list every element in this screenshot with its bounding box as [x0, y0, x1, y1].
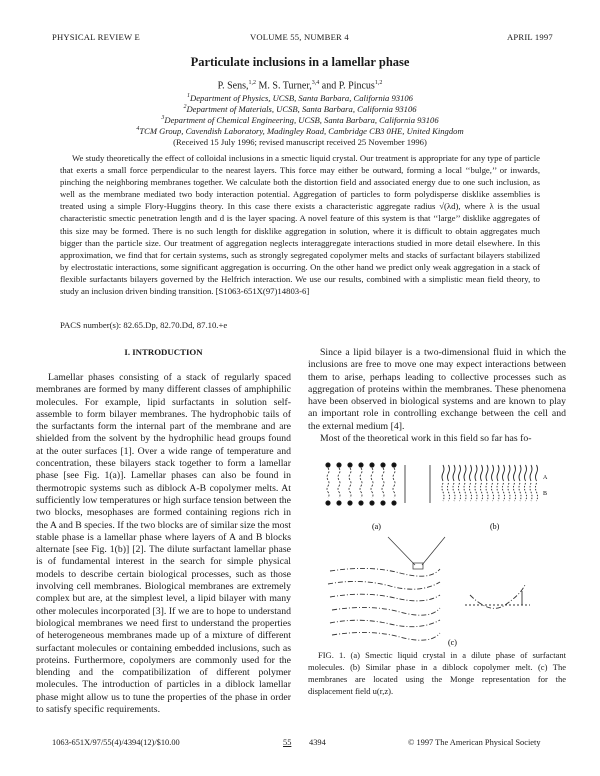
lipid-head [381, 463, 385, 467]
lipid-head [381, 501, 385, 505]
aff-sup: 1 [187, 93, 191, 100]
block-b-chain [514, 483, 516, 501]
block-a-chain [470, 465, 472, 481]
right-column-text [308, 347, 566, 445]
aff-sup: 4 [136, 126, 140, 133]
block-b-chain [497, 483, 499, 501]
block-b-chain [492, 483, 494, 501]
lipid-head [337, 463, 341, 467]
block-a-chain [530, 465, 532, 481]
block-b-chain [459, 483, 461, 501]
lipid-head [370, 501, 374, 505]
lipid-head [359, 501, 363, 505]
lipid-head [348, 463, 352, 467]
lipid-head [392, 501, 396, 505]
affiliation [0, 115, 600, 125]
block-a-chain [475, 465, 477, 481]
lipid-head [359, 463, 363, 467]
volume-number: VOLUME 55, NUMBER 4 [250, 32, 349, 42]
paragraph: Since a lipid bilayer is a two-dimensional fluid in which the inclusions are free to move one may expect interactions between them to arise, perhaps leading to collective processes such as aggregation of proteins within the membranes. These phenomena have been observed in biological systems and are known to play an important role in controlling exchange between the cell and the external medium [4]. [308, 347, 566, 432]
paper-title: Particulate inclusions in a lamellar phase [190, 55, 410, 69]
lipid-head [326, 463, 330, 467]
block-a-chain [481, 465, 483, 481]
left-column-text [36, 372, 291, 716]
aff-sup: 2 [183, 104, 187, 111]
label-b: (b) [490, 522, 500, 531]
block-a-chain [459, 465, 461, 481]
block-a-chain [514, 465, 516, 481]
author-sup: 1,2 [248, 80, 257, 86]
figure-1 [310, 455, 570, 649]
block-b-chain [475, 483, 477, 501]
figure-panel-c-membranes [328, 568, 530, 640]
block-a-chain [536, 465, 538, 481]
lipid-tail [371, 468, 373, 498]
lipid-head [337, 501, 341, 505]
figure-caption: FIG. 1. (a) Smectic liquid crystal in a dilute phase of surfactant molecules. (b) Similar phase in a diblock copolymer melt. (c) The membranes are located using the Monge representation for the displacement field u(r,z). [308, 650, 566, 696]
affiliation [0, 126, 600, 136]
lipid-tail [349, 468, 351, 498]
lipid-head [348, 501, 352, 505]
block-a-chain [442, 465, 444, 481]
abstract: We study theoretically the effect of colloidal inclusions in a smectic liquid crystal. Our treatment is appropriate for any type of particle that exerts a small force perpendicular to the nearest layers. This force may either be outward, forming a local ‘‘bulge,’’ or inwards, pinching the neighboring membranes together. We calculate both the distortion field and associated energy due to one such inclusion, as well as the membrane mediated two body interaction potential. Aggregation of particles to form polydisperse disklike assemblies is treated using a simple Flory-Huggins theory. In this case there exists a characteristic aggregate radius √(λd), where λ is the usual characteristic smectic penetration length and d is the layer spacing. A novel feature of this system is that ‘‘large’’ disklike aggregates of this size may be formed. There is no such length for disklike aggregation in solution, where it is difficult to obtain aggregates much bigger than the particle size. Our treatment of aggregation neglects interaggregate interactions studied in more detail elsewhere. In this approximation, we find that for certain systems, such as strongly segregated copolymer melts and stacks of surfactant bilayers stabilized by electrostatic interactions, some significant aggregation is occurring. On the other hand we predict only weak aggregation in a stack of flexible surfactants bilayers governed by the Helfrich interaction. We use our results, combined with a simplistic mean field theory, to study an inclusion driven binding transition. [S1063-651X(97)14803-6] [60, 153, 540, 297]
author-sup: 3,4 [311, 80, 320, 86]
block-b-chain [536, 483, 538, 501]
block-b-chain [519, 483, 521, 501]
author: M. S. Turner, [258, 80, 312, 92]
block-b-chain [453, 483, 455, 501]
lipid-tail [393, 468, 395, 498]
block-a-chain [519, 465, 521, 481]
issue-date: APRIL 1997 [507, 32, 553, 42]
lipid-tail [338, 468, 340, 498]
block-a-chain [486, 465, 488, 481]
figure-panel-a [326, 463, 430, 505]
block-a-chain [453, 465, 455, 481]
block-a-chain [448, 465, 450, 481]
journal-name: PHYSICAL REVIEW E [52, 32, 140, 42]
lipid-head [370, 463, 374, 467]
copyright: © 1997 The American Physical Society [408, 738, 541, 747]
paragraph: Lamellar phases consisting of a stack of regularly spaced membranes are formed by many different classes of amphiphilic molecules. For example, lipid surfactants in solution self-assemble to form bilayer membranes. The hydrophobic tails of the surfactants form the internal part of the membrane and are shielded from the solvent by the hydrophilic head groups found at the outer surfaces [1]. Over a wide range of temperature and concentration, these bilayers stack together to form a lamellar phase [see Fig. 1(a)]. Lamellar phases can also be found in thermotropic systems such as diblock A-B copolymer melts. At sufficiently low temperatures or high surface tension between the two blocks, mesophases are formed containing regions rich in the A and B species. If the two blocks are of similar size the most stable phase is a lamellar phase where layers of A and B blocks alternate [see Fig. 1(b)] [2]. The dilute surfactant lamellar phase is of fundamental interest in the search for simple physical models to describe certain biological processes, such as those involving cell membranes. Biological membranes are extremely complex but are, at the simplest level, a lipid bilayer with many other molecules incorporated [3]. If we are to hope to understand biological membranes we need first to understand the properties of heterogeneous membranes made up of a mixture of different surfactant molecules or containing embedded inclusions, such as proteins. Furthermore, copolymers are commonly used for the blending and the compatibilization of different polymer molecules. The introduction of particles in a diblock lamellar phase might allow us to tune the properties of the phase in order to satisfy specific requirements. [36, 372, 291, 716]
block-b-chain [470, 483, 472, 501]
author: and P. Pincus [321, 80, 375, 92]
label-B: B [543, 491, 548, 497]
lipid-tail [382, 468, 384, 498]
section-heading: I. INTRODUCTION [124, 347, 203, 357]
affiliation [0, 93, 600, 103]
aff-text: TCM Group, Cavendish Laboratory, Madingley Road, Cambridge CB3 0HE, United Kingdom [139, 126, 464, 136]
block-b-chain [442, 483, 444, 501]
block-b-chain [481, 483, 483, 501]
block-b-chain [525, 483, 527, 501]
author-sup: 1,2 [374, 80, 383, 86]
author: P. Sens, [217, 80, 249, 92]
block-b-chain [464, 483, 466, 501]
aff-sup: 3 [161, 115, 165, 122]
label-c: (c) [448, 638, 457, 647]
paragraph: Most of the theoretical work in this field so far has fo- [320, 433, 532, 445]
figure-panel-b [442, 465, 538, 501]
zoom-arrows [388, 537, 445, 569]
block-b-chain [508, 483, 510, 501]
block-a-chain [497, 465, 499, 481]
block-a-chain [492, 465, 494, 481]
aff-text: Department of Physics, UCSB, Santa Barbara, California 93106 [190, 93, 413, 103]
block-a-chain [503, 465, 505, 481]
block-b-chain [530, 483, 532, 501]
label-A: A [543, 475, 548, 481]
block-b-chain [448, 483, 450, 501]
page-number: 4394 [309, 738, 326, 747]
article-code: 1063-651X/97/55(4)/4394(12)/$10.00 [52, 738, 180, 747]
lipid-tail [327, 468, 329, 498]
block-b-chain [486, 483, 488, 501]
pacs-numbers: PACS number(s): 82.65.Dp, 82.70.Dd, 87.10.+e [60, 320, 228, 330]
block-b-chain [503, 483, 505, 501]
lipid-head [326, 501, 330, 505]
aff-text: Department of Materials, UCSB, Santa Barbara, California 93106 [186, 104, 417, 114]
lipid-tail [360, 468, 362, 498]
block-a-chain [464, 465, 466, 481]
author-list [0, 80, 600, 91]
block-a-chain [525, 465, 527, 481]
aff-text: Department of Chemical Engineering, UCSB, Santa Barbara, California 93106 [164, 115, 439, 125]
block-a-chain [508, 465, 510, 481]
affiliation [0, 104, 600, 114]
footer-volume: 55 [283, 738, 292, 747]
lipid-head [392, 463, 396, 467]
label-a: (a) [372, 522, 381, 531]
received-dates: (Received 15 July 1996; revised manuscript received 25 November 1996) [173, 137, 427, 147]
